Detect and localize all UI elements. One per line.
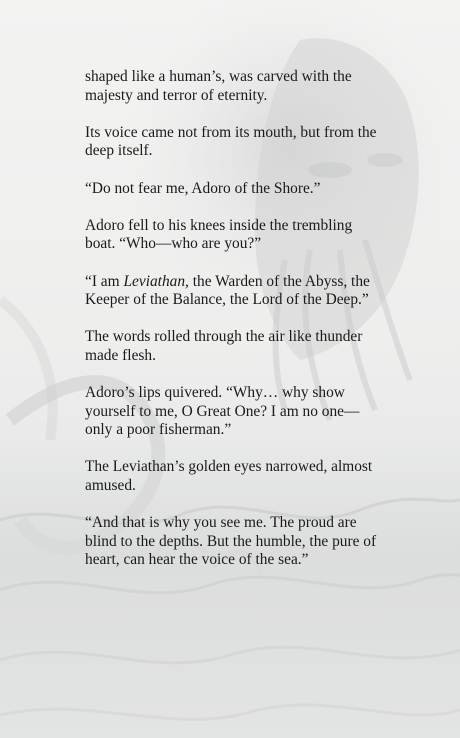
story-text <box>85 68 385 589</box>
paragraph-5-italic: Leviathan, <box>123 272 189 290</box>
paragraph-8: The Leviathan’s golden eyes narrowed, almost amused. <box>85 458 373 495</box>
paragraph-3: “Do not fear me, Adoro of the Shore.” <box>85 179 321 197</box>
paragraph-5-start: “I am <box>85 272 124 290</box>
paragraph-2: Its voice came not from its mouth, but from the deep itself. <box>85 123 377 160</box>
paragraph-5 <box>85 273 385 310</box>
paragraph-1: shaped like a human’s, was carved with the majesty and terror of eternity. <box>85 68 352 104</box>
paragraph-9: “And that is why you see me. The proud are blind to the depths. But the humble, the pure of heart, can hear the voice of the sea.” <box>85 514 377 569</box>
paragraph-4: Adoro fell to his knees inside the trembling boat. “Who—who are you?” <box>85 216 353 253</box>
paragraph-6: The words rolled through the air like thunder made flesh. <box>85 328 363 364</box>
paragraph-7: Adoro’s lips quivered. “Why… why show yourself to me, O Great One? I am no one—only a poor fisherman.” <box>85 384 360 439</box>
paragraph-5-end: the Warden of the Abyss, the Keeper of the Balance, the Lord of the Deep.” <box>85 272 370 309</box>
